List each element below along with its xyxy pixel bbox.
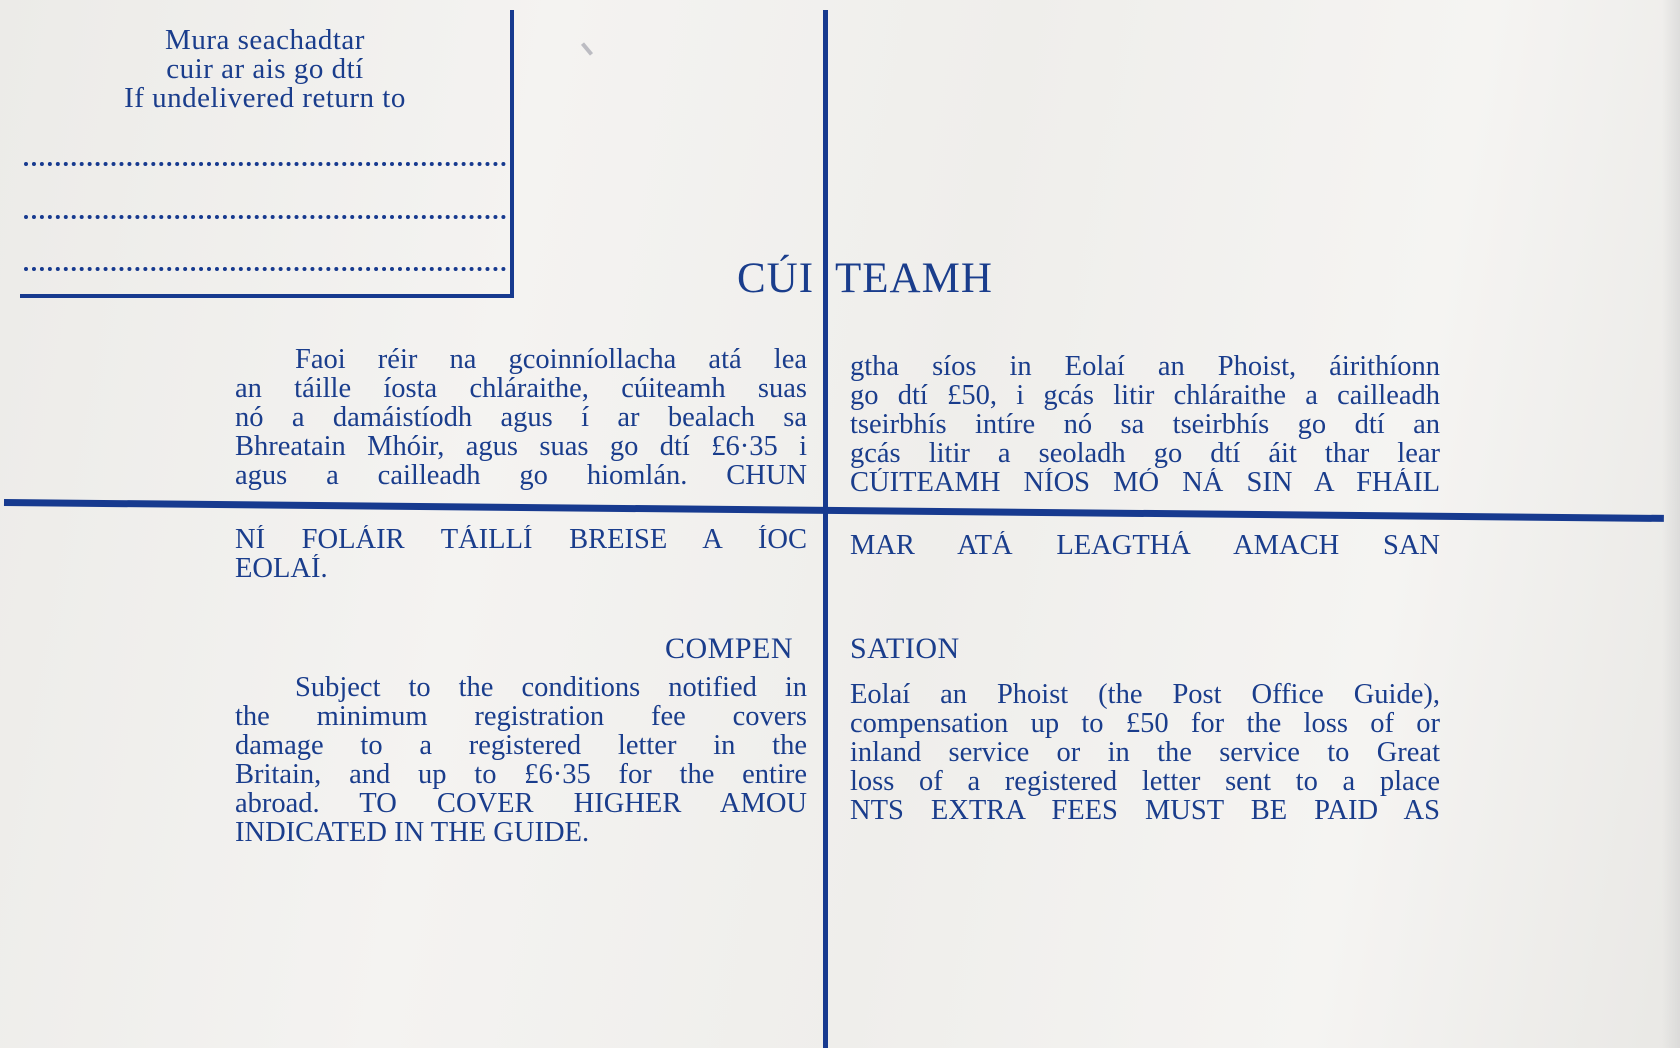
irish-heading-left: CÚI — [737, 255, 815, 302]
text-line: compensation up to £50 for the loss of or — [850, 709, 1440, 738]
registration-cross-vertical — [823, 10, 828, 1048]
text-line: CÚITEAMH NÍOS MÓ NÁ SIN A FHÁIL — [850, 468, 1440, 497]
text-line: INDICATED IN THE GUIDE. — [235, 818, 590, 847]
text-line: go dtí £50, i gcás litir chláraithe a cailleadh — [850, 381, 1440, 410]
text-line: NTS EXTRA FEES MUST BE PAID AS — [850, 796, 1440, 825]
irish-text-bottom-right — [850, 531, 1440, 560]
text-line: Britain, and up to £6·35 for the entire — [235, 760, 807, 789]
text-line: damage to a registered letter in the — [235, 731, 807, 760]
text-line: MAR ATÁ LEAGTHÁ AMACH SAN — [850, 531, 1440, 560]
envelope-edge-shadow — [1662, 0, 1680, 1048]
text-line: Bhreatain Mhóir, agus suas go dtí £6·35 i — [235, 432, 807, 461]
irish-text-top-left — [235, 345, 807, 490]
text-line: EOLAÍ. — [235, 554, 328, 583]
return-address-label — [20, 26, 510, 113]
return-label-line: Mura seachadtar — [165, 24, 365, 56]
text-line: gcás litir a seoladh go dtí áit thar lear — [850, 439, 1440, 468]
english-heading-right: SATION — [850, 632, 960, 665]
text-line: loss of a registered letter sent to a place — [850, 767, 1440, 796]
english-heading-left: COMPEN — [665, 632, 794, 665]
return-address-line-2 — [24, 215, 506, 219]
return-address-line-3 — [24, 267, 506, 271]
text-line: abroad. TO COVER HIGHER AMOU — [235, 789, 807, 818]
text-line: Faoi réir na gcoinníollacha atá lea — [295, 345, 807, 374]
text-line: gtha síos in Eolaí an Phoist, áirithíonn — [850, 352, 1440, 381]
english-text-left — [235, 673, 807, 847]
text-line: nó a damáistíodh agus í ar bealach sa — [235, 403, 807, 432]
return-address-box — [20, 10, 514, 298]
text-line: Subject to the conditions notified in — [295, 673, 807, 702]
text-line: NÍ FOLÁIR TÁILLÍ BREISE A ÍOC — [235, 525, 807, 554]
irish-text-bottom-left — [235, 525, 807, 583]
paper-mark — [581, 42, 593, 55]
text-line: an táille íosta chláraithe, cúiteamh suas — [235, 374, 807, 403]
text-line: agus a cailleadh go hiomlán. CHUN — [235, 461, 807, 490]
text-line: inland service or in the service to Great — [850, 738, 1440, 767]
return-label-line: cuir ar ais go dtí — [166, 53, 364, 85]
english-text-right — [850, 680, 1440, 825]
irish-heading-right: TEAMH — [835, 255, 993, 302]
text-line: tseirbhís intíre nó sa tseirbhís go dtí an — [850, 410, 1440, 439]
irish-text-top-right — [850, 352, 1440, 497]
text-line: Eolaí an Phoist (the Post Office Guide), — [850, 680, 1440, 709]
return-label-line: If undelivered return to — [124, 82, 406, 114]
registration-cross-horizontal — [4, 499, 1664, 522]
text-line: the minimum registration fee covers — [235, 702, 807, 731]
return-address-line-1 — [24, 162, 506, 166]
